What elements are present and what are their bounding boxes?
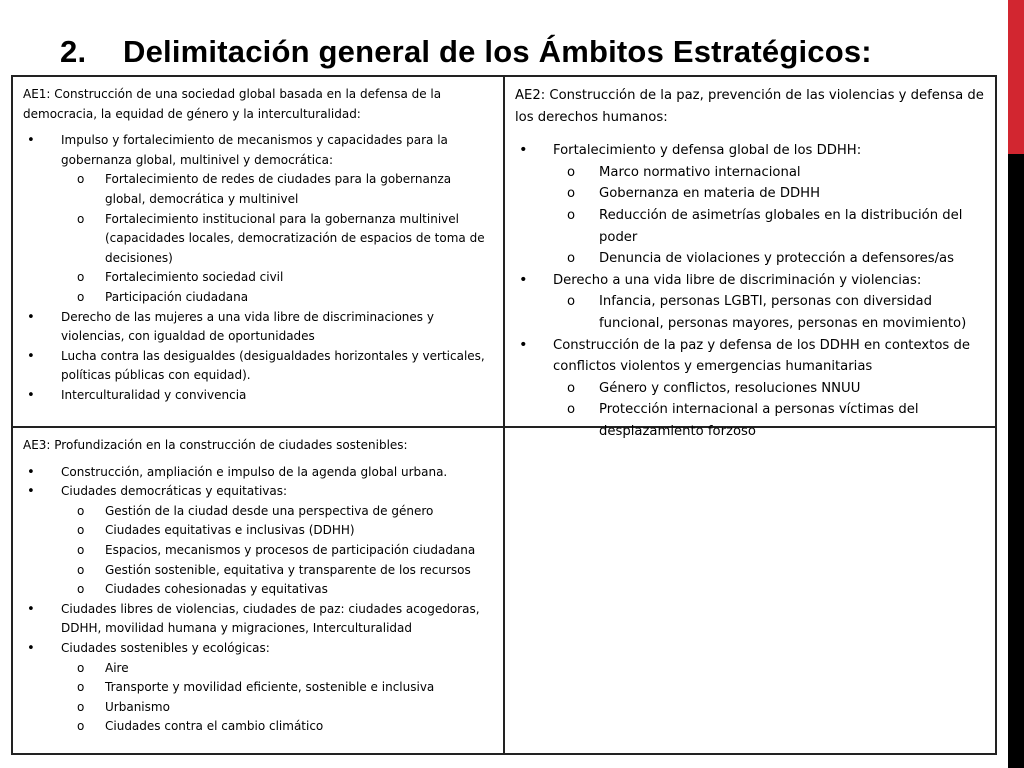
ae3-list xyxy=(23,463,493,737)
ae2-cell xyxy=(505,77,995,439)
sub-list-item: o Urbanismo xyxy=(61,698,493,718)
list-item xyxy=(515,335,985,443)
sub-list-item: o Género y conflictos, resoluciones NNUU xyxy=(553,378,985,400)
list-item-text: Derecho de las mujeres a una vida libre de discriminaciones y violencias, con igualdad de oportunidades xyxy=(61,309,434,344)
page-title xyxy=(60,34,872,70)
ae1-list xyxy=(23,131,493,405)
list-item-text: Construcción, ampliación e impulso de la agenda global urbana. xyxy=(61,464,448,479)
list-item-text: Impulso y fortalecimiento de mecanismos y capacidades para la gobernanza global, multinivel y democrática: xyxy=(61,133,448,167)
list-item xyxy=(23,386,493,406)
list-item xyxy=(23,639,493,737)
title-number: 2. xyxy=(60,34,87,69)
sub-list-item: o Fortalecimiento de redes de ciudades para la gobernanza global, democrática y multinivel xyxy=(61,170,493,209)
ae1-heading: AE1: Construcción de una sociedad global basada en la defensa de la democracia, la equidad de género y la interculturalidad: xyxy=(23,87,442,121)
list-item xyxy=(23,600,493,639)
list-item-text: Lucha contra las desigualdes (desigualdades horizontales y verticales, políticas públicas con equidad). xyxy=(61,348,485,383)
sub-list-item: o Gestión sostenible, equitativa y transparente de los recursos xyxy=(61,561,493,581)
sub-list xyxy=(61,502,493,600)
list-item-text: Interculturalidad y convivencia xyxy=(61,387,247,402)
list-item xyxy=(23,463,493,483)
ae1-cell xyxy=(13,77,505,428)
list-item xyxy=(515,270,985,335)
accent-bar-black xyxy=(1008,154,1024,768)
list-item-text: Construcción de la paz y defensa de los DDHH en contextos de conflictos violentos y emergencias humanitarias xyxy=(553,337,970,375)
sub-list-item: o Ciudades equitativas e inclusivas (DDHH) xyxy=(61,521,493,541)
sub-list xyxy=(553,378,985,443)
sub-list xyxy=(553,162,985,270)
sub-list-item: o Infancia, personas LGBTI, personas con diversidad funcional, personas mayores, personas en movimiento) xyxy=(553,291,985,334)
list-item xyxy=(23,308,493,347)
sub-list-item: o Participación ciudadana xyxy=(61,288,493,308)
sub-list-item: o Ciudades contra el cambio climático xyxy=(61,717,493,737)
strategic-areas-table xyxy=(11,75,997,755)
sub-list-item: o Protección internacional a personas víctimas del desplazamiento forzoso xyxy=(553,399,985,442)
sub-list-item: o Espacios, mecanismos y procesos de participación ciudadana xyxy=(61,541,493,561)
list-item-text: Ciudades democráticas y equitativas: xyxy=(61,484,288,499)
sub-list-item: o Fortalecimiento sociedad civil xyxy=(61,268,493,288)
sub-list-item: o Marco normativo internacional xyxy=(553,162,985,184)
list-item-text: Derecho a una vida libre de discriminación y violencias: xyxy=(553,272,922,288)
list-item-text: Fortalecimiento y defensa global de los DDHH: xyxy=(553,143,862,159)
ae3-heading: AE3: Profundización en la construcción de ciudades sostenibles: xyxy=(23,438,408,452)
empty-cell xyxy=(505,428,995,753)
ae2-heading: AE2: Construcción de la paz, prevención de las violencias y defensa de los derechos humanos: xyxy=(515,88,984,125)
sub-list-item: o Reducción de asimetrías globales en la distribución del poder xyxy=(553,205,985,248)
sub-list-item: o Ciudades cohesionadas y equitativas xyxy=(61,580,493,600)
list-item xyxy=(23,482,493,600)
sub-list-item: o Gestión de la ciudad desde una perspectiva de género xyxy=(61,502,493,522)
title-text: Delimitación general de los Ámbitos Estratégicos: xyxy=(123,34,872,69)
sub-list xyxy=(61,659,493,737)
list-item xyxy=(23,347,493,386)
sub-list-item: o Gobernanza en materia de DDHH xyxy=(553,183,985,205)
list-item-text: Ciudades libres de violencias, ciudades de paz: ciudades acogedoras, DDHH, movilidad humana y migraciones, Interculturalidad xyxy=(61,601,480,636)
sub-list-item: o Fortalecimiento institucional para la gobernanza multinivel (capacidades locales, democratización de espacios de toma de decisiones) xyxy=(61,210,493,269)
ae2-list xyxy=(515,140,985,442)
list-item xyxy=(23,131,493,307)
sub-list-item: o Denuncia de violaciones y protección a defensores/as xyxy=(553,248,985,270)
sub-list xyxy=(61,170,493,307)
sub-list-item: o Aire xyxy=(61,659,493,679)
ae3-cell xyxy=(13,428,505,753)
sub-list xyxy=(553,291,985,334)
list-item-text: Ciudades sostenibles y ecológicas: xyxy=(61,640,270,655)
accent-bar-red xyxy=(1008,0,1024,154)
sub-list-item: o Transporte y movilidad eficiente, sostenible e inclusiva xyxy=(61,678,493,698)
list-item xyxy=(515,140,985,270)
